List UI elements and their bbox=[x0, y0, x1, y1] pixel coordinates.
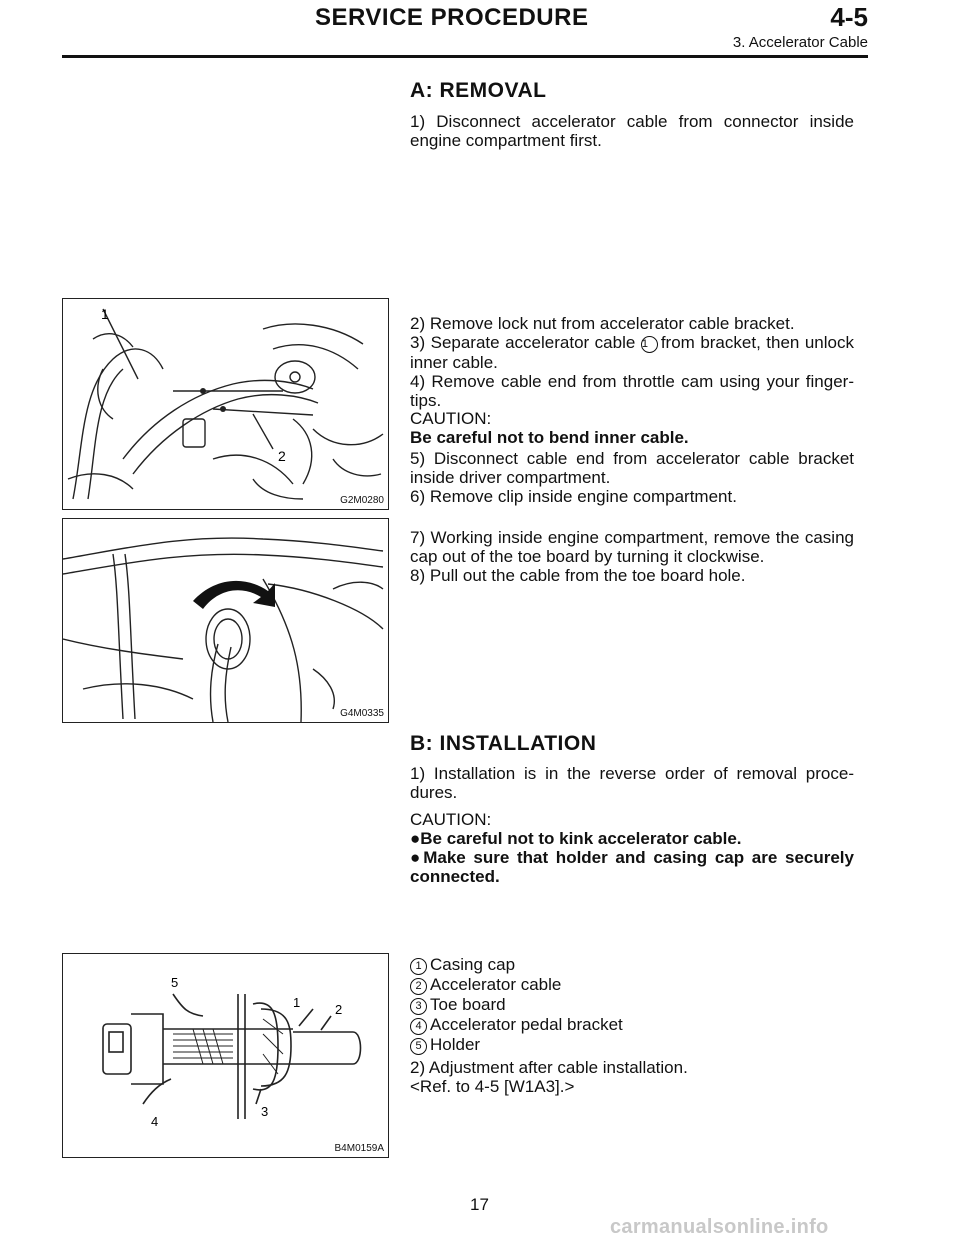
fig3-callout-2: 2 bbox=[335, 1002, 343, 1017]
header-title: SERVICE PROCEDURE bbox=[315, 4, 589, 31]
toe-board-illustration bbox=[63, 519, 388, 722]
figure-toe-board bbox=[62, 518, 389, 723]
callout-ref-1: 1 bbox=[641, 336, 658, 353]
installation-heading: B: INSTALLATION bbox=[410, 732, 597, 755]
page-number: 17 bbox=[470, 1195, 489, 1214]
installation-step-2: 2) Adjustment after cable installation. <Ref. to 4-5 [W1A3].> bbox=[410, 1058, 854, 1096]
fig3-callout-3: 3 bbox=[261, 1104, 269, 1119]
removal-caution: CAUTION: Be careful not to bend inner cable. bbox=[410, 409, 689, 447]
legend-item: 5 Holder bbox=[410, 1035, 854, 1055]
figure-throttle-cable bbox=[62, 298, 389, 510]
removal-step-1: 1) Disconnect accelerator cable from connector inside engine compartment first. bbox=[410, 112, 854, 150]
parts-legend bbox=[410, 955, 854, 1055]
legend-item: 1 Casing cap bbox=[410, 955, 854, 975]
header-section-number: 4-5 bbox=[830, 2, 868, 32]
fig3-callout-1: 1 bbox=[293, 995, 301, 1010]
removal-steps-7-8: 7) Working inside engine compartment, remove the casing cap out of the toe board by turning it clockwise. 8) Pull out the cable from the toe board hole. bbox=[410, 528, 854, 585]
installation-caution: CAUTION: ●Be careful not to kink accelerator cable. ●Make sure that holder and casing cap are securely connected. bbox=[410, 810, 854, 886]
legend-item: 4 Accelerator pedal bracket bbox=[410, 1015, 854, 1035]
watermark: carmanualsonline.info bbox=[610, 1216, 829, 1238]
fig2-code: G4M0335 bbox=[340, 708, 384, 719]
fig3-callout-4: 4 bbox=[151, 1114, 159, 1129]
legend-item: 2 Accelerator cable bbox=[410, 975, 854, 995]
removal-steps-5-6: 5) Disconnect cable end from accelerator cable bracket inside driver compartment. 6) Remove clip inside engine compartment. bbox=[410, 449, 854, 506]
throttle-cable-illustration bbox=[63, 299, 388, 509]
header-rule bbox=[62, 55, 868, 58]
fig1-callout-1: 1 bbox=[101, 306, 109, 322]
cross-reference-link[interactable]: <Ref. to 4-5 [W1A3].> bbox=[410, 1077, 575, 1096]
fig1-callout-2: 2 bbox=[278, 448, 286, 464]
casing-cap-section-illustration bbox=[63, 954, 388, 1157]
figure-casing-cap-section bbox=[62, 953, 389, 1158]
bullet-icon: ● bbox=[410, 829, 421, 848]
bullet-icon: ● bbox=[410, 848, 424, 867]
legend-item: 3 Toe board bbox=[410, 995, 854, 1015]
fig3-callout-5: 5 bbox=[171, 975, 179, 990]
removal-steps-2-4: 2) Remove lock nut from accelerator cable bracket. 3) Separate accelerator cable 1 from bracket, then unlock inner cable. 4) Remove cable end from throttle cam using your finger- tips. bbox=[410, 314, 854, 410]
fig1-code: G2M0280 bbox=[340, 495, 384, 506]
removal-heading: A: REMOVAL bbox=[410, 79, 547, 102]
installation-step-1: 1) Installation is in the reverse order of removal proce- dures. bbox=[410, 764, 854, 802]
fig3-code: B4M0159A bbox=[334, 1143, 384, 1154]
header-subtitle: 3. Accelerator Cable bbox=[732, 34, 868, 51]
